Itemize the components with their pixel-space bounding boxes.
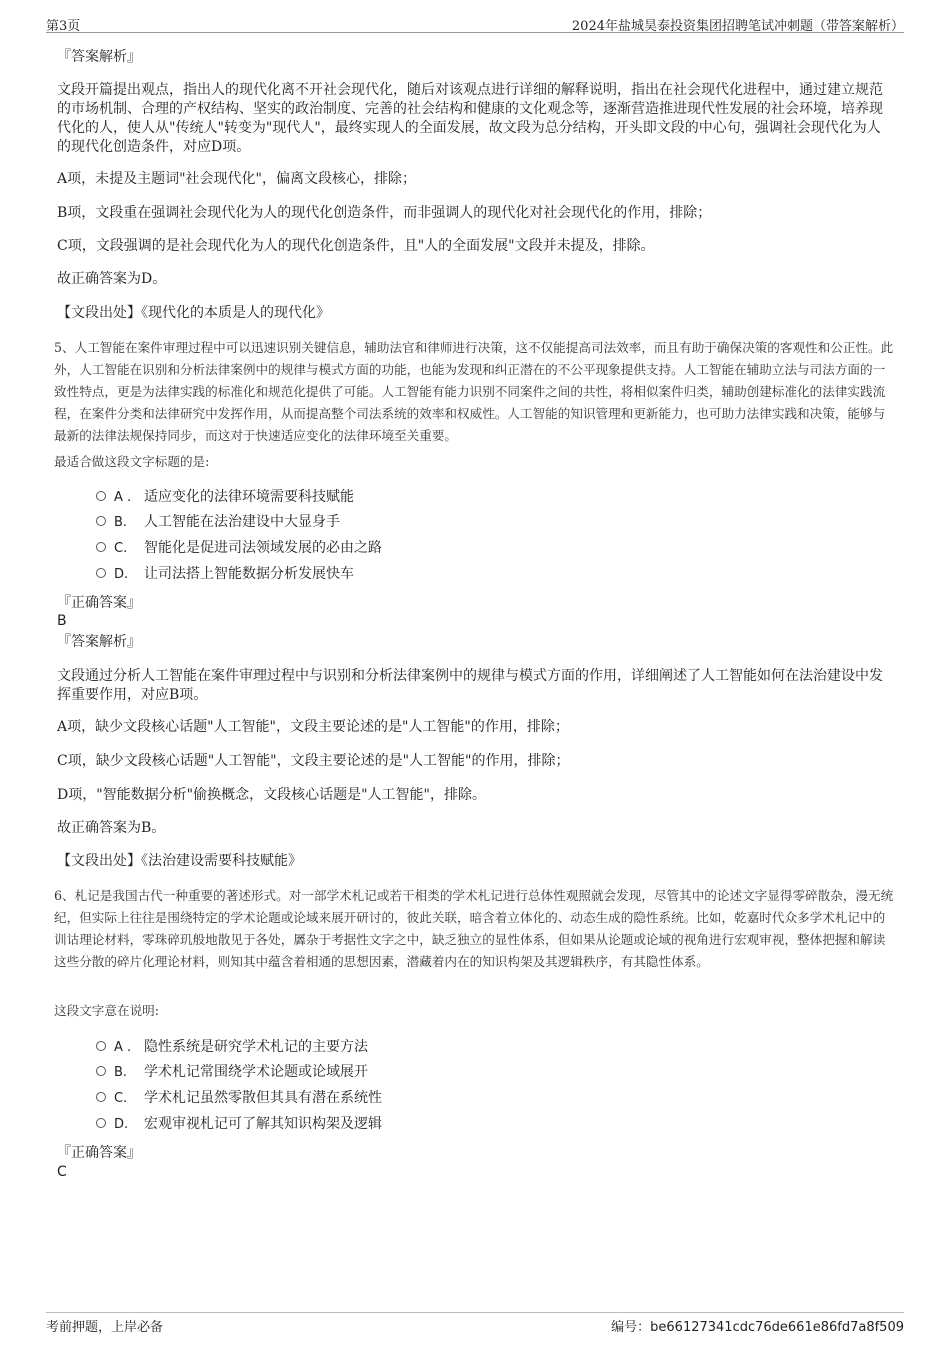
code-value: be66127341cdc76de661e86fd7a8f509 [650,1320,904,1335]
q5-option-d[interactable] [96,564,354,585]
radio-icon[interactable] [96,1092,106,1102]
option-letter: C. [114,1091,128,1106]
option-letter: C. [114,541,128,556]
q4-option-a-analysis: A项，未提及主题词"社会现代化"，偏离文段核心，排除； [57,171,416,187]
q5-conclusion: 故正确答案为B。 [57,820,166,836]
option-text: 智能化是促进司法领域发展的必由之路 [144,540,382,556]
radio-icon[interactable] [96,491,106,501]
radio-icon[interactable] [96,1066,106,1076]
option-letter: A . [114,1040,132,1055]
q6-option-a[interactable] [96,1037,368,1058]
q6-option-b[interactable] [96,1062,368,1083]
q5-answer-label: 『正确答案』 [57,595,141,611]
q6-option-c[interactable] [96,1088,382,1109]
q5-option-a[interactable] [96,487,354,508]
radio-icon[interactable] [96,568,106,578]
option-text: 学术札记虽然零散但其具有潜在系统性 [144,1090,382,1106]
q5-option-a-analysis: A项，缺少文段核心话题"人工智能"，文段主要论述的是"人工智能"的作用，排除； [57,719,569,735]
q5-option-c-analysis: C项，缺少文段核心话题"人工智能"，文段主要论述的是"人工智能"的作用，排除； [57,753,570,769]
q5-stem: 5、人工智能在案件审理过程中可以迅速识别关键信息，辅助法官和律师进行决策，这不仅能提高司法效率，而且有助于确保决策的客观性和公正性。此外，人工智能在识别和分析法律案例中的规律与模式方面的功能，也能为发现和纠正潜在的不公平现象提供支持。人工智能在辅助立法与司法方面的一致性特点，更是为法律实践的标准化和规范化提供了可能。人工智能有能力识别不同案件之间的共性，将相似案件归类，辅助创建标准化的法律实践流程，在案件分类和法律研究中发挥作用，从而提高整个司法系统的效率和权威性。人工智能的知识管理和更新能力，也可助力法律实践和决策，能够与最新的法律法规保持同步，而这对于快速适应变化的法律环境至关重要。 [54,340,894,443]
q6-option-d[interactable] [96,1114,382,1135]
radio-icon[interactable] [96,1041,106,1051]
option-letter: D. [114,1117,129,1132]
q6-answer-label: 『正确答案』 [57,1145,141,1161]
option-text: 宏观审视札记可了解其知识构架及逻辑 [144,1116,382,1132]
radio-icon[interactable] [96,516,106,526]
q5-answer: B [57,613,67,629]
q5-option-b[interactable] [96,512,340,533]
option-letter: B. [114,515,128,530]
option-text: 让司法搭上智能数据分析发展快车 [144,566,354,582]
q4-source: 【文段出处】《现代化的本质是人的现代化》 [57,305,330,321]
q6-question: 这段文字意在说明: [54,1003,159,1018]
q6-answer: C [57,1164,67,1180]
q5-option-c[interactable] [96,538,382,559]
document-title: 2024年盐城昊泰投资集团招聘笔试冲刺题（带答案解析） [571,19,904,34]
q5-source: 【文段出处】《法治建设需要科技赋能》 [57,853,302,869]
footer-slogan: 考前押题，上岸必备 [46,1320,164,1335]
q4-analysis-label: 『答案解析』 [57,49,141,65]
q4-conclusion: 故正确答案为D。 [57,271,167,287]
option-text: 隐性系统是研究学术札记的主要方法 [144,1039,368,1055]
code-label: 编号： [611,1320,651,1335]
q4-analysis-text: 文段开篇提出观点，指出人的现代化离不开社会现代化，随后对该观点进行详细的解释说明，指出在社会现代化进程中，通过建立规范的市场机制、合理的产权结构、坚实的政治制度、完善的社会结构和健康的文化观念等，逐渐营造推进现代性发展的社会环境，培养现代化的人，使人从"传统人"转变为"现代人"，最终实现人的全面发展，故文段为总分结构，开头即文段的中心句，强调社会现代化为人的现代化创造条件，对应D项。 [57,82,883,155]
q5-question: 最适合做这段文字标题的是: [54,454,210,469]
q5-analysis-label: 『答案解析』 [57,634,141,650]
option-letter: B. [114,1065,128,1080]
radio-icon[interactable] [96,1118,106,1128]
option-text: 学术札记常围绕学术论题或论域展开 [144,1064,368,1080]
q5-analysis-text: 文段通过分析人工智能在案件审理过程中与识别和分析法律案例中的规律与模式方面的作用，详细阐述了人工智能如何在法治建设中发挥重要作用，对应B项。 [57,668,883,703]
option-letter: D. [114,567,129,582]
document-code [611,1316,904,1335]
q6-stem: 6、札记是我国古代一种重要的著述形式。对一部学术札记或若干相类的学术札记进行总体性观照就会发现，尽管其中的论述文字显得零碎散杂，漫无统纪，但实际上往往是围绕特定的学术论题或论域来展开研讨的，彼此关联，暗含着立体化的、动态生成的隐性系统。比如，乾嘉时代众多学术札记中的训诂理论材料，零珠碎玑般地散见于各处，羼杂于考据性文字之中，缺乏独立的显性体系，但如果从论题或论域的视角进行宏观审视，整体把握和解读这些分散的碎片化理论材料，则知其中蕴含着相通的思想因素，潜藏着内在的知识构架及其逻辑秩序，有其隐性体系。 [54,888,894,969]
radio-icon[interactable] [96,542,106,552]
q5-option-d-analysis: D项，"智能数据分析"偷换概念，文段核心话题是"人工智能"，排除。 [57,787,486,803]
option-text: 适应变化的法律环境需要科技赋能 [144,489,354,505]
option-letter: A . [114,490,132,505]
page-header [46,12,904,33]
q4-option-b-analysis: B项，文段重在强调社会现代化为人的现代化创造条件，而非强调人的现代化对社会现代化的作用，排除； [57,205,712,221]
q4-option-c-analysis: C项，文段强调的是社会现代化为人的现代化创造条件，且"人的全面发展"文段并未提及，排除。 [57,238,655,254]
option-text: 人工智能在法治建设中大显身手 [144,514,340,530]
page-number: 第3页 [46,19,81,34]
page-footer [46,1312,904,1335]
